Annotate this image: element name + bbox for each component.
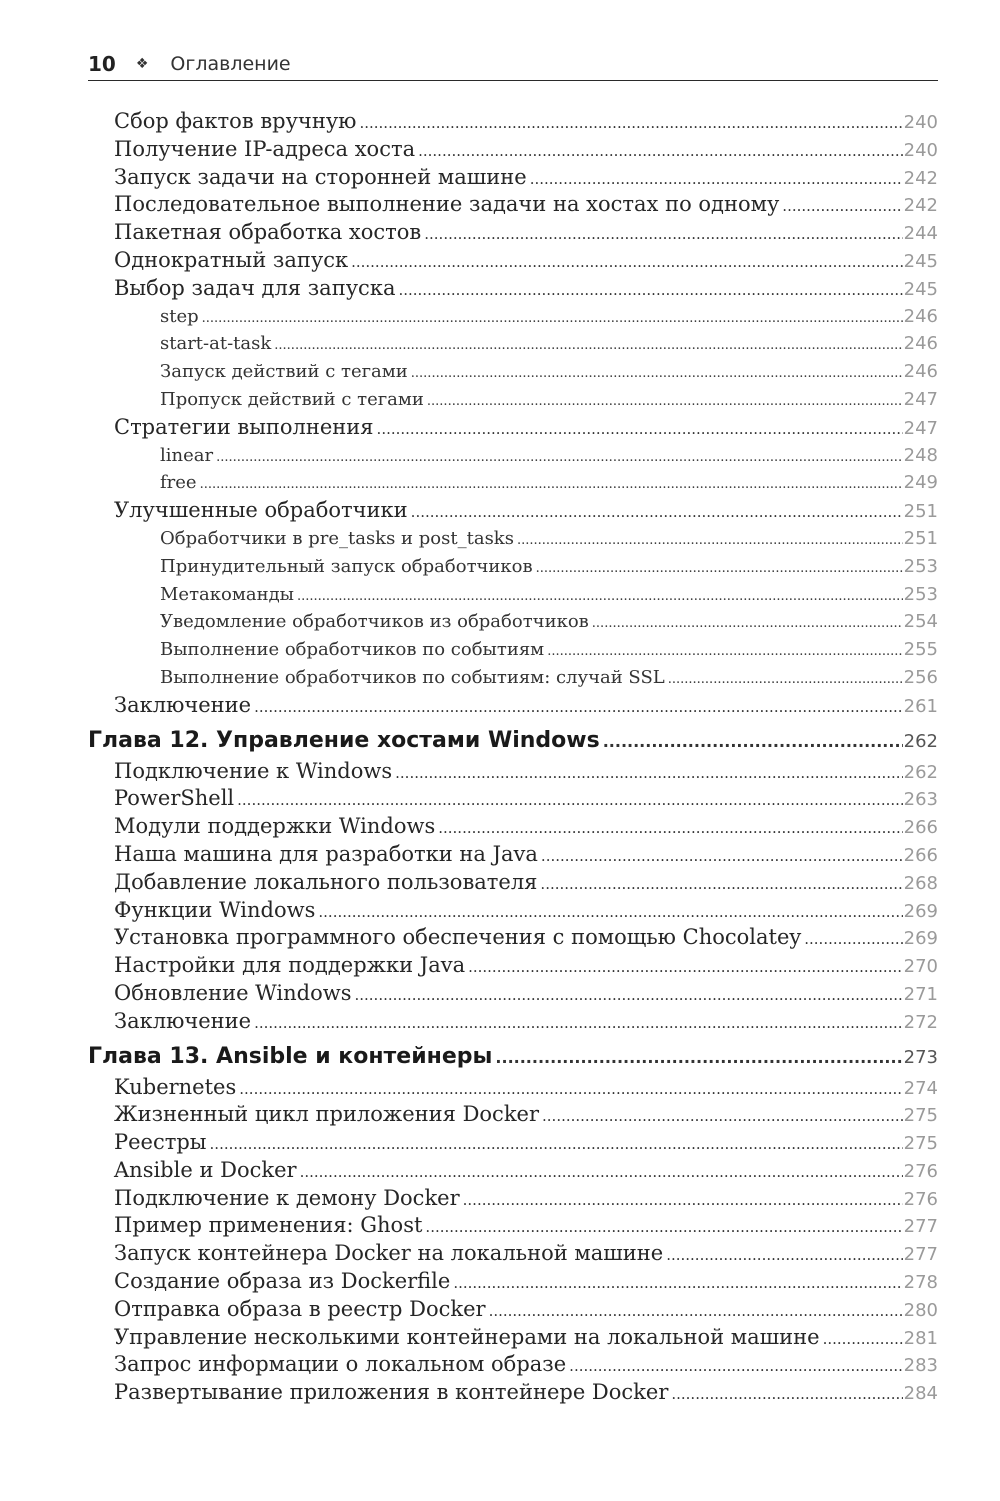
toc-entry	[114, 924, 938, 952]
dot-leader	[782, 193, 902, 221]
dot-leader	[542, 1103, 903, 1131]
toc-entry	[160, 553, 938, 581]
dot-leader	[398, 277, 902, 305]
toc-entry-page: 245	[903, 250, 938, 272]
dot-leader	[603, 725, 903, 759]
table-of-contents	[88, 108, 938, 1407]
toc-entry-page: 253	[903, 555, 938, 577]
toc-entry-page: 254	[903, 611, 938, 633]
toc-entry	[160, 525, 938, 553]
dot-leader	[418, 138, 903, 166]
toc-entry	[160, 442, 938, 470]
dot-leader	[411, 499, 903, 527]
toc-entry-title: step	[160, 305, 199, 327]
toc-entry-title: Пропуск действий с тегами	[160, 388, 424, 410]
page-number: 10	[88, 52, 116, 76]
toc-entry	[114, 136, 938, 164]
toc-entry	[114, 1129, 938, 1157]
toc-entry	[160, 330, 938, 358]
toc-entry-page: 284	[903, 1383, 938, 1405]
toc-entry-page: 251	[903, 501, 938, 523]
dot-leader	[395, 760, 903, 788]
toc-entry	[160, 386, 938, 414]
toc-entry-page: 247	[903, 417, 938, 439]
toc-entry-page: 280	[903, 1299, 938, 1321]
toc-entry	[114, 813, 938, 841]
toc-entry-page: 266	[903, 817, 938, 839]
toc-chapter-entry	[88, 1040, 938, 1074]
toc-entry	[114, 497, 938, 525]
toc-entry	[114, 1212, 938, 1240]
toc-entry-title: Выбор задач для запуска	[114, 275, 396, 300]
toc-entry	[114, 1296, 938, 1324]
toc-entry	[114, 1351, 938, 1379]
toc-entry-page: 261	[903, 695, 938, 717]
toc-entry	[114, 247, 938, 275]
toc-entry-title: Модули поддержки Windows	[114, 814, 436, 839]
toc-entry-title: Последовательное выполнение задачи на хостах по одному	[114, 192, 780, 217]
dot-leader	[569, 1353, 902, 1381]
toc-entry-page: 240	[903, 112, 938, 133]
toc-entry-title: Установка программного обеспечения с помощью Chocolatey	[114, 925, 802, 950]
toc-entry-page: 245	[903, 278, 938, 300]
toc-entry-title: Глава 13. Ansible и контейнеры	[88, 1043, 493, 1069]
dot-leader	[530, 166, 903, 194]
toc-entry-page: 242	[903, 167, 938, 189]
toc-entry	[114, 1324, 938, 1352]
dot-leader	[495, 1041, 902, 1075]
toc-entry-page: 272	[903, 1011, 938, 1033]
running-header	[88, 48, 938, 81]
toc-entry	[114, 1185, 938, 1213]
dot-leader	[453, 1270, 902, 1298]
dot-leader	[671, 1381, 902, 1409]
dot-leader	[489, 1298, 903, 1326]
toc-entry-page: 251	[903, 527, 938, 549]
dot-leader	[254, 1010, 903, 1038]
toc-entry-title: Отправка образа в реестр Docker	[114, 1296, 486, 1321]
toc-entry-title: Обновление Windows	[114, 980, 352, 1005]
toc-entry-title: linear	[160, 444, 214, 466]
toc-entry-page: 246	[903, 333, 938, 355]
toc-entry-title: Жизненный цикл приложения Docker	[114, 1102, 540, 1127]
toc-entry-title: Ansible и Docker	[114, 1157, 297, 1182]
toc-entry	[114, 219, 938, 247]
dot-leader	[354, 982, 902, 1010]
running-title: Оглавление	[170, 53, 291, 75]
toc-entry-title: Глава 12. Управление хостами Windows	[88, 727, 600, 753]
toc-entry	[160, 581, 938, 609]
dot-leader	[239, 1076, 902, 1104]
toc-entry-title: Развертывание приложения в контейнере Docker	[114, 1380, 669, 1405]
toc-entry-page: 246	[903, 305, 938, 327]
toc-entry-page: 274	[903, 1077, 938, 1099]
toc-entry-title: start-at-task	[160, 333, 272, 355]
dot-leader	[210, 1131, 903, 1159]
toc-entry-page: 275	[903, 1105, 938, 1127]
toc-entry-title: Подключение к Windows	[114, 758, 393, 783]
toc-entry-page: 275	[903, 1133, 938, 1155]
toc-entry-title: Стратегии выполнения	[114, 414, 374, 439]
toc-entry-page: 269	[903, 928, 938, 950]
dot-leader	[668, 666, 903, 694]
dot-leader	[254, 694, 903, 722]
toc-entry-title: Запуск действий с тегами	[160, 361, 408, 383]
dot-leader	[351, 249, 903, 277]
dot-leader	[237, 787, 903, 815]
toc-entry	[114, 191, 938, 219]
dot-leader	[438, 815, 902, 843]
toc-entry-page: 278	[903, 1272, 938, 1294]
toc-entry-title: Функции Windows	[114, 897, 316, 922]
toc-entry-title: Создание образа из Dockerfile	[114, 1269, 451, 1294]
toc-entry-page: 283	[903, 1355, 938, 1377]
toc-entry-title: Однократный запуск	[114, 247, 349, 272]
dot-leader	[425, 1214, 902, 1242]
toc-entry	[114, 1240, 938, 1268]
toc-entry-page: 269	[903, 900, 938, 922]
dot-leader	[297, 583, 903, 611]
toc-entry	[160, 608, 938, 636]
toc-entry-title: free	[160, 472, 197, 494]
toc-entry	[114, 1008, 938, 1036]
toc-entry-title: Подключение к демону Docker	[114, 1185, 460, 1210]
toc-entry-title: Запуск задачи на сторонней машине	[114, 164, 527, 189]
toc-entry-title: Улучшенные обработчики	[114, 498, 408, 523]
toc-entry-title: Выполнение обработчиков по событиям: случай SSL	[160, 666, 665, 688]
toc-entry	[114, 1268, 938, 1296]
toc-entry-title: Реестры	[114, 1130, 207, 1155]
toc-entry-page: 262	[903, 761, 938, 783]
toc-entry-page: 255	[903, 639, 938, 661]
toc-entry-title: PowerShell	[114, 786, 235, 811]
toc-entry-page: 244	[903, 223, 938, 245]
toc-entry	[114, 1101, 938, 1129]
toc-entry-page: 263	[903, 789, 938, 811]
toc-entry	[114, 414, 938, 442]
toc-entry-page: 246	[903, 361, 938, 383]
toc-entry-title: Уведомление обработчиков из обработчиков	[160, 611, 589, 633]
toc-entry	[160, 664, 938, 692]
toc-entry	[114, 869, 938, 897]
dot-leader	[300, 1159, 903, 1187]
toc-entry	[114, 785, 938, 813]
toc-entry-title: Пример применения: Ghost	[114, 1213, 423, 1238]
dot-leader	[274, 332, 902, 360]
dot-leader	[517, 527, 903, 555]
toc-entry-page: 247	[903, 388, 938, 410]
toc-entry	[160, 469, 938, 497]
toc-chapter-entry	[88, 724, 938, 758]
toc-entry-title: Заключение	[114, 1008, 252, 1033]
toc-entry-page: 273	[903, 1046, 938, 1068]
toc-entry-title: Запрос информации о локальном образе	[114, 1352, 567, 1377]
dot-leader	[541, 843, 903, 871]
dot-leader	[202, 305, 903, 333]
toc-entry-title: Управление несколькими контейнерами на локальной машине	[114, 1324, 820, 1349]
toc-entry-title: Получение IP-адреса хоста	[114, 136, 416, 161]
dot-leader	[424, 221, 902, 249]
dot-leader	[377, 416, 903, 444]
dot-leader	[804, 926, 902, 954]
toc-entry-page: 262	[903, 730, 938, 752]
toc-entry-title: Настройки для поддержки Java	[114, 953, 466, 978]
toc-entry	[114, 108, 938, 136]
toc-entry-title: Принудительный запуск обработчиков	[160, 555, 533, 577]
toc-entry	[114, 275, 938, 303]
dot-leader	[547, 638, 902, 666]
dot-leader	[359, 110, 902, 138]
toc-entry	[160, 358, 938, 386]
toc-entry	[114, 1157, 938, 1185]
dot-leader	[200, 471, 903, 499]
toc-entry-title: Kubernetes	[114, 1074, 237, 1099]
toc-entry-page: 268	[903, 872, 938, 894]
toc-entry-page: 270	[903, 956, 938, 978]
toc-entry-page: 253	[903, 583, 938, 605]
dot-leader	[463, 1187, 903, 1215]
dot-leader	[536, 555, 903, 583]
toc-entry-page: 277	[903, 1216, 938, 1238]
toc-entry	[114, 1074, 938, 1102]
dot-leader	[427, 388, 903, 416]
toc-entry-title: Заключение	[114, 692, 252, 717]
toc-entry-page: 240	[903, 139, 938, 161]
toc-entry	[160, 303, 938, 331]
toc-entry	[114, 952, 938, 980]
dot-leader	[823, 1326, 903, 1354]
toc-entry-page: 271	[903, 983, 938, 1005]
toc-entry-page: 277	[903, 1244, 938, 1266]
toc-entry-title: Добавление локального пользователя	[114, 869, 538, 894]
dot-leader	[468, 954, 903, 982]
toc-entry-page: 248	[903, 444, 938, 466]
dot-leader	[592, 610, 903, 638]
toc-entry	[114, 1379, 938, 1407]
dot-leader	[216, 444, 903, 472]
toc-entry	[114, 897, 938, 925]
ornament-icon: ❖	[135, 56, 149, 72]
toc-entry-title: Сбор фактов вручную	[114, 109, 357, 133]
dot-leader	[666, 1242, 902, 1270]
toc-entry	[114, 841, 938, 869]
toc-entry-title: Метакоманды	[160, 583, 294, 605]
toc-entry	[114, 164, 938, 192]
toc-entry-page: 266	[903, 844, 938, 866]
toc-entry	[160, 636, 938, 664]
toc-entry	[114, 692, 938, 720]
toc-entry-title: Выполнение обработчиков по событиям	[160, 639, 545, 661]
dot-leader	[411, 360, 903, 388]
toc-entry-title: Запуск контейнера Docker на локальной машине	[114, 1241, 664, 1266]
toc-entry	[114, 980, 938, 1008]
toc-entry-title: Обработчики в pre_tasks и post_tasks	[160, 527, 514, 549]
toc-entry-page: 256	[903, 666, 938, 688]
toc-entry-page: 276	[903, 1188, 938, 1210]
toc-entry-page: 281	[903, 1327, 938, 1349]
toc-entry	[114, 758, 938, 786]
toc-entry-title: Пакетная обработка хостов	[114, 220, 422, 245]
toc-entry-title: Наша машина для разработки на Java	[114, 841, 538, 866]
toc-entry-page: 276	[903, 1160, 938, 1182]
toc-entry-page: 249	[903, 472, 938, 494]
toc-entry-page: 242	[903, 195, 938, 217]
dot-leader	[540, 871, 902, 899]
dot-leader	[318, 899, 902, 927]
